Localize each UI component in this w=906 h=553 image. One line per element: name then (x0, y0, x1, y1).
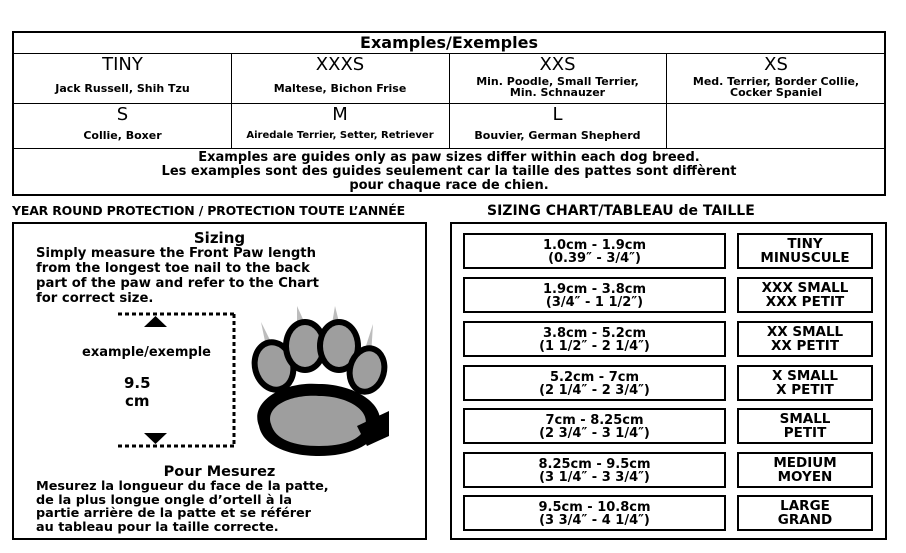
size-label-l (737, 495, 873, 531)
instruction-line: for correct size. (36, 291, 154, 306)
example-xxxs (231, 55, 449, 94)
sizing-chart (450, 222, 887, 540)
pour-mesurez-title: Pour Mesurez (163, 464, 276, 480)
size-label-xxxs (737, 277, 873, 313)
size-en: SMALL (779, 411, 831, 427)
range-inch: (3 1/4″ - 3 3/4″) (539, 470, 650, 485)
range-inch: (1 1/2″ - 2 1/4″) (539, 339, 650, 354)
sizing-title: Sizing (193, 229, 246, 247)
example-breeds-s: Collie, Boxer (83, 129, 162, 142)
note-line-2: Les examples sont des guides seulement car la taille des pattes sont diffèrent (161, 164, 737, 179)
example-breeds-xs-1: Med. Terrier, Border Collie, (692, 75, 860, 88)
note-line-3: pour chaque race de chien. (349, 178, 549, 193)
example-breeds-xxs-1: Min. Poodle, Small Terrier, (476, 75, 639, 88)
example-value-unit: cm (125, 392, 150, 410)
range-row-m (463, 452, 726, 488)
example-label: example/exemple (82, 345, 211, 360)
size-fr: XX PETIT (770, 337, 840, 354)
size-fr: GRAND (777, 511, 833, 528)
size-label-m (737, 452, 873, 488)
paw-icon (239, 306, 389, 461)
example-size-xxxs: XXXS (315, 54, 365, 75)
size-label-s (737, 408, 873, 444)
instruction-line-fr: partie arrière de la patte et se référer (36, 506, 311, 521)
instructions-fr (36, 480, 426, 534)
instruction-line-fr: de la plus longue ongle d’ortell à la (36, 492, 293, 508)
size-fr: MINUSCULE (760, 249, 850, 266)
size-label-xs (737, 365, 873, 401)
range-row-s (463, 408, 726, 444)
example-breeds-xxxs: Maltese, Bichon Frise (273, 82, 407, 95)
size-en: MEDIUM (773, 455, 837, 471)
example-xs (666, 55, 886, 98)
range-inch: (3 3/4″ - 4 1/4″) (539, 513, 650, 528)
range-inch: (3/4″ - 1 1/2″) (545, 295, 644, 310)
example-s (14, 105, 231, 141)
range-row-xs (463, 365, 726, 401)
example-m (231, 105, 449, 141)
range-cm: 1.0cm - 1.9cm (542, 238, 646, 253)
examples-table (12, 31, 886, 196)
examples-note (14, 151, 884, 193)
size-label-tiny (737, 233, 873, 269)
example-breeds-xxs-2: Min. Schnauzer (509, 86, 606, 99)
size-label-xxs (737, 321, 873, 357)
example-size-l: L (552, 104, 563, 125)
example-l (449, 105, 666, 141)
range-cm: 5.2cm - 7cm (549, 370, 640, 385)
sizing-instructions-box (12, 222, 427, 540)
example-breeds-xs-2: Cocker Spaniel (730, 86, 822, 99)
range-inch: (0.39″ - 3/4″) (548, 251, 641, 266)
range-cm: 3.8cm - 5.2cm (542, 326, 646, 341)
size-en: XX SMALL (766, 324, 844, 340)
example-breeds-tiny: Jack Russell, Shih Tzu (55, 82, 190, 95)
example-value (124, 374, 151, 410)
size-fr: X PETIT (776, 381, 834, 398)
range-cm: 1.9cm - 3.8cm (542, 282, 646, 297)
range-cm: 8.25cm - 9.5cm (538, 457, 651, 472)
protection-heading: YEAR ROUND PROTECTION / PROTECTION TOUTE L’ANNÉE (12, 203, 405, 218)
instruction-line-fr: Mesurez la longueur du face de la patte, (36, 479, 329, 494)
size-en: LARGE (780, 498, 830, 514)
instruction-line: Simply measure the Front Paw length (36, 246, 316, 261)
size-en: XXX SMALL (761, 280, 849, 296)
example-breeds-l: Bouvier, German Shepherd (474, 129, 641, 142)
arrow-down-icon (144, 433, 167, 444)
sizing-chart-heading: SIZING CHART/TABLEAU de TAILLE (487, 203, 755, 219)
range-cm: 9.5cm - 10.8cm (538, 500, 651, 515)
example-size-xs: XS (764, 54, 788, 75)
example-value-number: 9.5 (124, 374, 151, 392)
instruction-line-fr: au tableau pour la taille correcte. (36, 519, 279, 535)
example-size-m: M (332, 104, 348, 125)
size-fr: XXX PETIT (765, 293, 845, 310)
range-inch: (2 3/4″ - 3 1/4″) (539, 426, 650, 441)
example-size-tiny: TINY (102, 54, 143, 75)
size-fr: MOYEN (777, 468, 833, 485)
size-fr: PETIT (783, 424, 827, 441)
example-size-xxs: XXS (539, 54, 576, 75)
range-cm: 7cm - 8.25cm (545, 413, 644, 428)
size-en: TINY (787, 236, 823, 252)
example-xxs (449, 55, 666, 98)
example-tiny (14, 55, 231, 94)
range-inch: (2 1/4″ - 2 3/4″) (539, 383, 650, 398)
instruction-line: part of the paw and refer to the Chart (36, 276, 319, 291)
range-row-xxs (463, 321, 726, 357)
note-line-1: Examples are guides only as paw sizes differ within each dog breed. (198, 150, 700, 165)
examples-title: Examples/Exemples (14, 33, 884, 54)
example-breeds-m: Airedale Terrier, Setter, Retriever (246, 130, 434, 141)
range-row-xxxs (463, 277, 726, 313)
example-size-s: S (116, 104, 129, 125)
size-en: X SMALL (772, 368, 838, 384)
instruction-line: from the longest toe nail to the back (36, 261, 310, 276)
arrow-up-icon (144, 316, 167, 327)
range-row-l (463, 495, 726, 531)
range-row-tiny (463, 233, 726, 269)
